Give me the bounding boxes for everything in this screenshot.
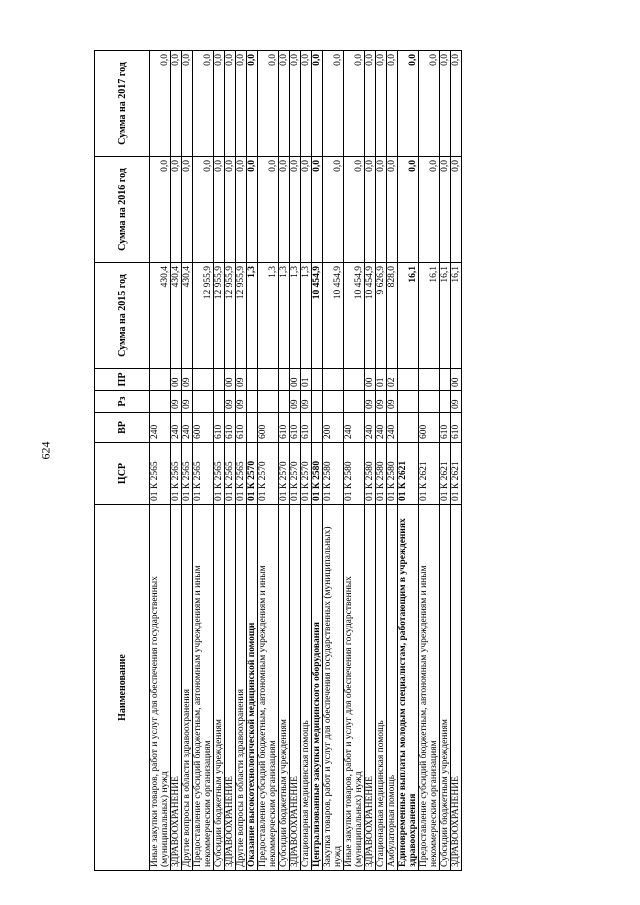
row-sum-2015: 12 955,9 bbox=[225, 263, 236, 369]
row-rz: 09 bbox=[290, 391, 301, 413]
row-pr: 02 bbox=[387, 369, 398, 391]
row-csr: 01 К 2565 bbox=[150, 443, 171, 505]
row-pr bbox=[323, 369, 344, 391]
row-pr bbox=[344, 369, 365, 391]
row-sum-2016: 0,0 bbox=[171, 157, 182, 263]
header-pr: ПР bbox=[95, 369, 150, 391]
row-name: Стационарная медицинская помощь bbox=[301, 505, 312, 871]
row-rz bbox=[419, 391, 440, 413]
row-sum-2015: 16,1 bbox=[398, 263, 419, 369]
row-name: ЗДРАВООХРАНЕНИЕ bbox=[365, 505, 376, 871]
table-row bbox=[225, 51, 236, 871]
row-name: Централизованные закупки медицинского оборудования bbox=[312, 505, 323, 871]
row-vr: 240 bbox=[182, 413, 193, 443]
row-sum-2016: 0,0 bbox=[301, 157, 312, 263]
row-rz: 09 bbox=[225, 391, 236, 413]
row-sum-2016: 0,0 bbox=[290, 157, 301, 263]
row-csr: 01 К 2570 bbox=[290, 443, 301, 505]
row-sum-2017: 0,0 bbox=[387, 51, 398, 157]
row-rz: 09 bbox=[236, 391, 247, 413]
table-row bbox=[290, 51, 301, 871]
header-sum-2016: Сумма на 2016 год bbox=[95, 157, 150, 263]
table-row bbox=[193, 51, 214, 871]
row-name: Предоставление субсидий бюджетным, автономным учреждениям и иным некоммерческим организациям bbox=[193, 505, 214, 871]
row-rz bbox=[150, 391, 171, 413]
row-rz: 09 bbox=[365, 391, 376, 413]
row-csr: 01 К 2570 bbox=[279, 443, 290, 505]
row-sum-2015: 16,1 bbox=[451, 263, 462, 369]
row-rz: 09 bbox=[171, 391, 182, 413]
row-vr bbox=[312, 413, 323, 443]
row-rz: 09 bbox=[451, 391, 462, 413]
row-csr: 01 К 2565 bbox=[171, 443, 182, 505]
row-sum-2016: 0,0 bbox=[398, 157, 419, 263]
row-pr: 01 bbox=[301, 369, 312, 391]
row-name: Закупка товаров, работ и услуг для обеспечения государственных (муниципальных) нужд bbox=[323, 505, 344, 871]
row-csr: 01 К 2565 bbox=[193, 443, 214, 505]
row-rz bbox=[440, 391, 451, 413]
header-rz: Рз bbox=[95, 391, 150, 413]
row-pr bbox=[312, 369, 323, 391]
row-sum-2015: 9 626,9 bbox=[376, 263, 387, 369]
row-sum-2017: 0,0 bbox=[214, 51, 225, 157]
header-csr: ЦСР bbox=[95, 443, 150, 505]
row-csr: 01 К 2580 bbox=[387, 443, 398, 505]
row-vr: 610 bbox=[225, 413, 236, 443]
row-pr: 00 bbox=[365, 369, 376, 391]
row-rz bbox=[398, 391, 419, 413]
row-sum-2017: 0,0 bbox=[398, 51, 419, 157]
row-name: ЗДРАВООХРАНЕНИЕ bbox=[171, 505, 182, 871]
header-vr: ВР bbox=[95, 413, 150, 443]
row-vr: 610 bbox=[214, 413, 225, 443]
row-sum-2017: 0,0 bbox=[258, 51, 279, 157]
row-csr: 01 К 2621 bbox=[451, 443, 462, 505]
row-sum-2015: 12 955,9 bbox=[214, 263, 225, 369]
table-row bbox=[182, 51, 193, 871]
row-pr bbox=[279, 369, 290, 391]
row-sum-2016: 0,0 bbox=[376, 157, 387, 263]
table-row bbox=[236, 51, 247, 871]
table-row bbox=[376, 51, 387, 871]
row-rz bbox=[323, 391, 344, 413]
row-csr: 01 К 2570 bbox=[258, 443, 279, 505]
row-vr: 240 bbox=[171, 413, 182, 443]
row-csr: 01 К 2621 bbox=[440, 443, 451, 505]
row-sum-2017: 0,0 bbox=[419, 51, 440, 157]
table-row bbox=[214, 51, 225, 871]
row-sum-2015: 12 955,9 bbox=[236, 263, 247, 369]
row-sum-2017: 0,0 bbox=[376, 51, 387, 157]
row-rz bbox=[214, 391, 225, 413]
row-sum-2016: 0,0 bbox=[419, 157, 440, 263]
table-row bbox=[344, 51, 365, 871]
row-sum-2015: 1,3 bbox=[279, 263, 290, 369]
row-sum-2015: 16,1 bbox=[419, 263, 440, 369]
row-vr bbox=[398, 413, 419, 443]
row-vr: 610 bbox=[451, 413, 462, 443]
table-row bbox=[312, 51, 323, 871]
row-pr bbox=[398, 369, 419, 391]
row-sum-2016: 0,0 bbox=[323, 157, 344, 263]
row-name: Предоставление субсидий бюджетным, автономным учреждениям и иным некоммерческим организациям bbox=[258, 505, 279, 871]
row-sum-2017: 0,0 bbox=[279, 51, 290, 157]
row-sum-2015: 430,4 bbox=[171, 263, 182, 369]
row-vr: 200 bbox=[323, 413, 344, 443]
row-pr: 01 bbox=[376, 369, 387, 391]
row-rz bbox=[193, 391, 214, 413]
row-sum-2016: 0,0 bbox=[279, 157, 290, 263]
row-pr bbox=[419, 369, 440, 391]
row-pr bbox=[150, 369, 171, 391]
row-csr: 01 К 2565 bbox=[236, 443, 247, 505]
row-rz bbox=[312, 391, 323, 413]
row-sum-2016: 0,0 bbox=[312, 157, 323, 263]
row-csr: 01 К 2580 bbox=[365, 443, 376, 505]
row-sum-2015: 1,3 bbox=[301, 263, 312, 369]
row-csr: 01 К 2621 bbox=[398, 443, 419, 505]
row-csr: 01 К 2621 bbox=[419, 443, 440, 505]
row-sum-2017: 0,0 bbox=[440, 51, 451, 157]
header-sum-2015: Сумма на 2015 год bbox=[95, 263, 150, 369]
row-sum-2017: 0,0 bbox=[451, 51, 462, 157]
row-sum-2016: 0,0 bbox=[150, 157, 171, 263]
header-sum-2017: Сумма на 2017 год bbox=[95, 51, 150, 157]
row-sum-2017: 0,0 bbox=[247, 51, 258, 157]
row-csr: 01 К 2580 bbox=[323, 443, 344, 505]
row-sum-2015: 10 454,9 bbox=[365, 263, 376, 369]
row-pr bbox=[258, 369, 279, 391]
row-rz: 09 bbox=[376, 391, 387, 413]
row-name: Субсидии бюджетным учреждениям bbox=[279, 505, 290, 871]
row-vr: 600 bbox=[193, 413, 214, 443]
table-row bbox=[323, 51, 344, 871]
table-row bbox=[440, 51, 451, 871]
row-sum-2015: 10 454,9 bbox=[312, 263, 323, 369]
table-row bbox=[171, 51, 182, 871]
row-sum-2016: 0,0 bbox=[387, 157, 398, 263]
row-name: ЗДРАВООХРАНЕНИЕ bbox=[290, 505, 301, 871]
row-name: Иные закупки товаров, работ и услуг для обеспечения государственных (муниципальных) нужд bbox=[344, 505, 365, 871]
header-name: Наименование bbox=[95, 505, 150, 871]
row-name: Субсидии бюджетным учреждениям bbox=[440, 505, 451, 871]
row-csr: 01 К 2565 bbox=[182, 443, 193, 505]
row-vr: 610 bbox=[279, 413, 290, 443]
table-header-row bbox=[95, 51, 150, 871]
row-sum-2016: 0,0 bbox=[365, 157, 376, 263]
row-sum-2016: 0,0 bbox=[344, 157, 365, 263]
row-sum-2016: 0,0 bbox=[225, 157, 236, 263]
row-pr: 00 bbox=[451, 369, 462, 391]
row-rz: 09 bbox=[387, 391, 398, 413]
row-sum-2016: 0,0 bbox=[214, 157, 225, 263]
table-row bbox=[387, 51, 398, 871]
row-vr: 610 bbox=[301, 413, 312, 443]
row-name: Предоставление субсидий бюджетным, автономным учреждениям и иным некоммерческим организациям bbox=[419, 505, 440, 871]
row-sum-2017: 0,0 bbox=[312, 51, 323, 157]
table-row bbox=[365, 51, 376, 871]
row-pr: 00 bbox=[290, 369, 301, 391]
row-sum-2016: 0,0 bbox=[182, 157, 193, 263]
row-vr: 610 bbox=[236, 413, 247, 443]
page-number: 624 bbox=[38, 441, 53, 460]
row-vr: 600 bbox=[419, 413, 440, 443]
row-vr: 600 bbox=[258, 413, 279, 443]
row-sum-2015: 1,3 bbox=[258, 263, 279, 369]
table-row bbox=[301, 51, 312, 871]
row-sum-2015: 16,1 bbox=[440, 263, 451, 369]
row-sum-2015: 10 454,9 bbox=[344, 263, 365, 369]
row-rz bbox=[279, 391, 290, 413]
row-sum-2015: 12 955,9 bbox=[193, 263, 214, 369]
row-rz bbox=[344, 391, 365, 413]
row-sum-2017: 0,0 bbox=[171, 51, 182, 157]
row-sum-2015: 430,4 bbox=[150, 263, 171, 369]
row-rz: 09 bbox=[301, 391, 312, 413]
row-sum-2017: 0,0 bbox=[150, 51, 171, 157]
row-name: Амбулаторная помощь bbox=[387, 505, 398, 871]
row-name: Другие вопросы в области здравоохранения bbox=[182, 505, 193, 871]
row-vr: 610 bbox=[290, 413, 301, 443]
row-sum-2017: 0,0 bbox=[236, 51, 247, 157]
row-pr: 00 bbox=[225, 369, 236, 391]
table-row bbox=[258, 51, 279, 871]
row-pr bbox=[193, 369, 214, 391]
row-pr: 09 bbox=[182, 369, 193, 391]
row-sum-2016: 0,0 bbox=[440, 157, 451, 263]
row-rz bbox=[258, 391, 279, 413]
row-sum-2016: 0,0 bbox=[451, 157, 462, 263]
row-sum-2016: 0,0 bbox=[236, 157, 247, 263]
table-row bbox=[150, 51, 171, 871]
row-vr: 240 bbox=[387, 413, 398, 443]
row-pr bbox=[214, 369, 225, 391]
row-csr: 01 К 2580 bbox=[344, 443, 365, 505]
row-csr: 01 К 2570 bbox=[301, 443, 312, 505]
row-sum-2016: 0,0 bbox=[258, 157, 279, 263]
budget-table-container bbox=[94, 51, 549, 871]
row-name: Субсидии бюджетным учреждениям bbox=[214, 505, 225, 871]
row-csr: 01 К 2565 bbox=[214, 443, 225, 505]
row-name: ЗДРАВООХРАНЕНИЕ bbox=[225, 505, 236, 871]
row-name: Оказание высокотехнологической медицинской помощи bbox=[247, 505, 258, 871]
row-vr: 240 bbox=[365, 413, 376, 443]
table-row bbox=[451, 51, 462, 871]
row-sum-2017: 0,0 bbox=[323, 51, 344, 157]
row-vr: 240 bbox=[150, 413, 171, 443]
row-csr: 01 К 2565 bbox=[225, 443, 236, 505]
row-csr: 01 К 2580 bbox=[376, 443, 387, 505]
row-sum-2016: 0,0 bbox=[247, 157, 258, 263]
row-sum-2017: 0,0 bbox=[301, 51, 312, 157]
row-pr: 09 bbox=[236, 369, 247, 391]
budget-table bbox=[94, 50, 462, 871]
row-sum-2017: 0,0 bbox=[344, 51, 365, 157]
table-row bbox=[279, 51, 290, 871]
row-sum-2015: 828,0 bbox=[387, 263, 398, 369]
row-rz bbox=[247, 391, 258, 413]
row-name: Стационарная медицинская помощь bbox=[376, 505, 387, 871]
row-sum-2017: 0,0 bbox=[182, 51, 193, 157]
row-sum-2016: 0,0 bbox=[193, 157, 214, 263]
row-vr: 610 bbox=[440, 413, 451, 443]
row-sum-2017: 0,0 bbox=[365, 51, 376, 157]
table-row bbox=[419, 51, 440, 871]
row-rz: 09 bbox=[182, 391, 193, 413]
row-sum-2017: 0,0 bbox=[193, 51, 214, 157]
row-sum-2015: 1,3 bbox=[290, 263, 301, 369]
row-pr bbox=[247, 369, 258, 391]
row-sum-2017: 0,0 bbox=[290, 51, 301, 157]
row-name: Другие вопросы в области здравоохранения bbox=[236, 505, 247, 871]
row-vr: 240 bbox=[376, 413, 387, 443]
row-csr: 01 К 2580 bbox=[312, 443, 323, 505]
table-row bbox=[247, 51, 258, 871]
row-sum-2017: 0,0 bbox=[225, 51, 236, 157]
row-pr: 00 bbox=[171, 369, 182, 391]
row-pr bbox=[440, 369, 451, 391]
row-sum-2015: 1,3 bbox=[247, 263, 258, 369]
row-csr: 01 К 2570 bbox=[247, 443, 258, 505]
row-name: Единовременные выплаты молодым специалистам, работающим в учреждениях здравоохранения bbox=[398, 505, 419, 871]
row-sum-2015: 430,4 bbox=[182, 263, 193, 369]
row-vr bbox=[247, 413, 258, 443]
row-name: ЗДРАВООХРАНЕНИЕ bbox=[451, 505, 462, 871]
table-row bbox=[398, 51, 419, 871]
row-vr: 240 bbox=[344, 413, 365, 443]
row-sum-2015: 10 454,9 bbox=[323, 263, 344, 369]
row-name: Иные закупки товаров, работ и услуг для обеспечения государственных (муниципальных) нужд bbox=[150, 505, 171, 871]
